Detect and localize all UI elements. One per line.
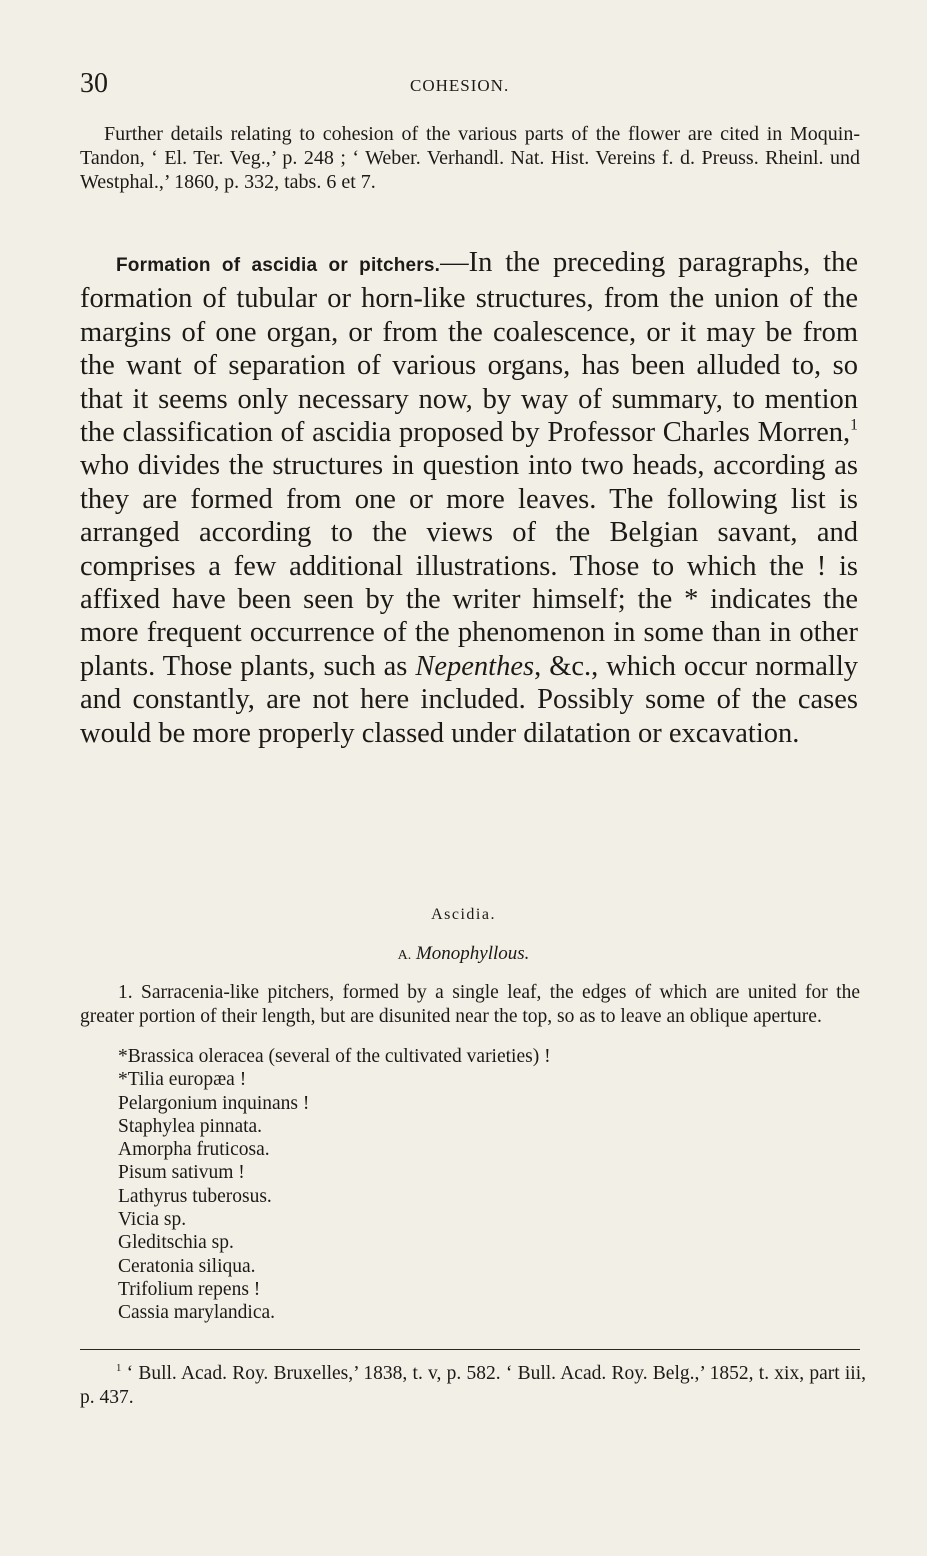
footnote-reference: 1	[850, 416, 858, 434]
paragraph-text-part-2: who divides the structures in question into two heads, according as they are formed from one or more leaves. The following list is arranged according to the views of the Belgian savant, and comprises a few additional illustrations. Those to which the ! is affixed have been seen by the writer himself; the * indicates the more frequent occurrence of the phenomenon in some than in other plants. Those plants, such as	[80, 450, 858, 682]
list-item: *Tilia europæa !	[118, 1069, 247, 1091]
footnote	[80, 1362, 866, 1410]
list-item: Gleditschia sp.	[118, 1232, 234, 1254]
cohesion-references-note: Further details relating to cohesion of the various parts of the flower are cited in Moquin-Tandon, ‘ El. Ter. Veg.,’ p. 248 ; ‘ Weber. Verhandl. Nat. Hist. Vereins f. d. Preuss. Rheinl. und Westphal.,’ 1860, p. 332, tabs. 6 et 7.	[80, 123, 860, 193]
list-item: Staphylea pinnata.	[118, 1115, 263, 1137]
list-item: Pelargonium inquinans !	[118, 1092, 310, 1114]
list-item: *Brassica oleracea (several of the cultivated varieties) !	[118, 1046, 551, 1067]
footnote-marker: 1	[116, 1361, 122, 1374]
running-head-title: COHESION.	[410, 76, 510, 95]
italic-term-nepenthes: Nepenthes	[415, 650, 535, 682]
list-item: Trifolium repens !	[118, 1278, 261, 1300]
subsection-letter: A.	[397, 948, 412, 963]
subsection-name: Monophyllous.	[415, 943, 530, 964]
page-number: 30	[80, 68, 108, 99]
section-title-ascidia: Ascidia.	[431, 906, 496, 923]
running-head	[80, 68, 860, 108]
subsection-title	[0, 943, 927, 965]
list-item-sarracenia-pitchers: 1. Sarracenia-like pitchers, formed by a single leaf, the edges of which are united for the greater portion of their length, but are disunited near the top, so as to leave an oblique aperture.	[80, 982, 860, 1027]
list-item: Vicia sp.	[118, 1209, 187, 1231]
paragraph-text-part-1: —In the preceding paragraphs, the formation of tubular or horn-like structures, from the union of the margins of one organ, or from the coalescence, or it may be from the want of separation of various organs, has been alluded to, so that it seems only necessary now, by way of summary, to mention the classification of ascidia proposed by Professor Charles Morren,	[80, 247, 858, 449]
paragraph-text-part-3: , &c., which occur normally and constantly, are not here included. Possibly some of the cases would be more properly classed under dilatation or excavation.	[80, 650, 858, 749]
list-item: Ceratonia siliqua.	[118, 1255, 256, 1277]
footnote-divider	[80, 1349, 860, 1350]
list-item: Pisum sativum !	[118, 1162, 245, 1184]
footnote-text: ‘ Bull. Acad. Roy. Bruxelles,’ 1838, t. v, p. 582. ‘ Bull. Acad. Roy. Belg.,’ 1852, t. xix, part iii, p. 437.	[80, 1363, 866, 1408]
list-item: Cassia marylandica.	[118, 1302, 276, 1324]
list-item: Lathyrus tuberosus.	[118, 1185, 272, 1207]
plant-list	[118, 1045, 551, 1325]
ascidia-formation-paragraph	[80, 246, 858, 750]
paragraph-lead-heading: Formation of ascidia or pitchers.	[116, 255, 441, 276]
list-item: Amorpha fruticosa.	[118, 1139, 270, 1161]
